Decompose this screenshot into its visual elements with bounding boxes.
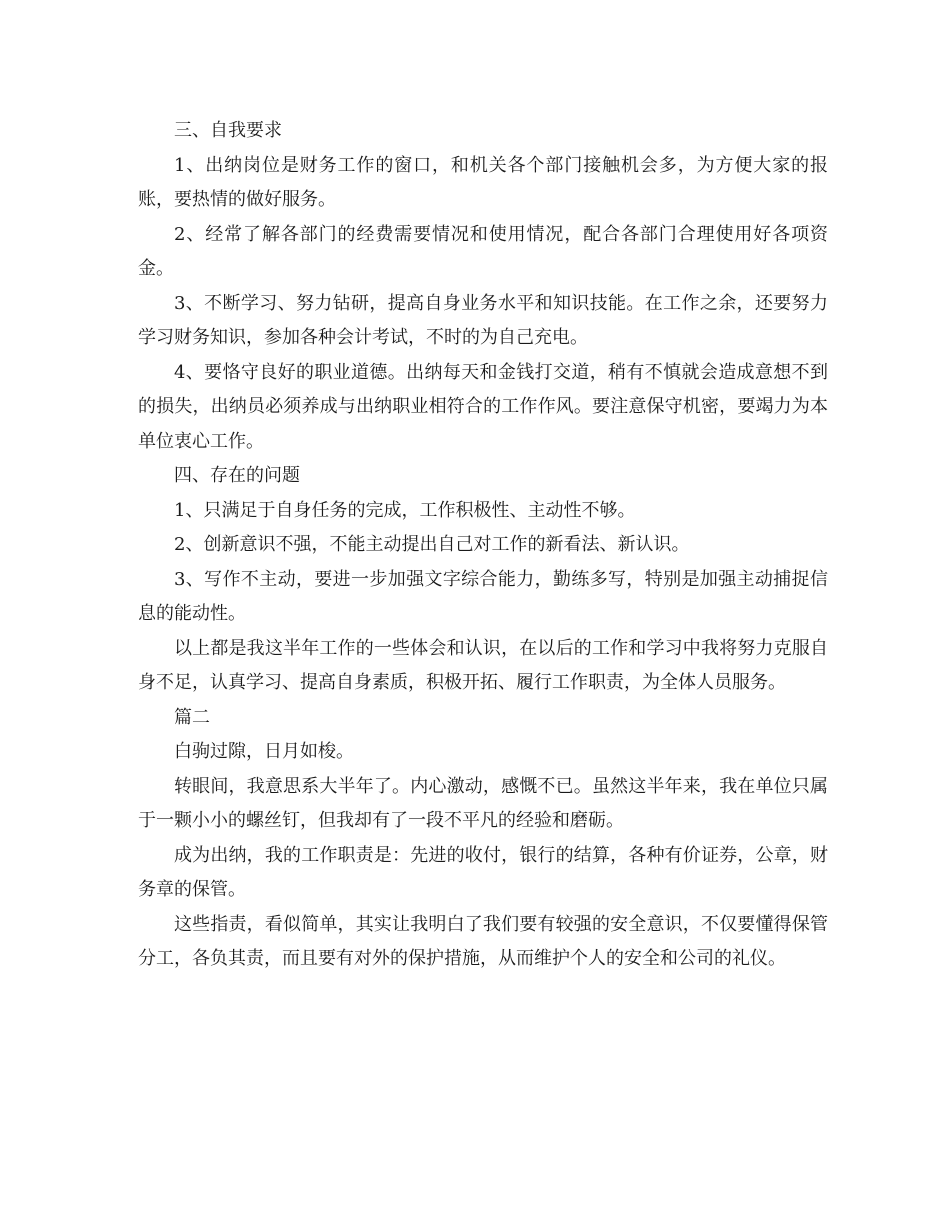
section-heading-existing-problems: 四、存在的问题 xyxy=(174,465,300,486)
section-heading-self-requirements: 三、自我要求 xyxy=(174,120,282,141)
paragraph: 这些指责，看似简单，其实让我明白了我们要有较强的安全意识，不仅要懂得保管分工，各负其责，而且要有对外的保护措施，从而维护个人的安全和公司的礼仪。 xyxy=(138,913,828,969)
paragraph: 4、要恪守良好的职业道德。出纳每天和金钱打交道，稍有不慎就会造成意想不到的损失，出纳员必须养成与出纳职业相符合的工作作风。要注意保守机密，要竭力为本单位衷心工作。 xyxy=(138,361,828,452)
paragraph: 1、只满足于自身任务的完成，工作积极性、主动性不够。 xyxy=(174,499,636,521)
paragraph: 成为出纳，我的工作职责是：先进的收付，银行的结算，各种有价证券，公章，财务章的保管。 xyxy=(138,844,828,900)
paragraph: 3、不断学习、努力钻研，提高自身业务水平和知识技能。在工作之余，还要努力学习财务知识，参加各种会计考试，不时的为自己充电。 xyxy=(138,292,828,348)
section-heading-part-two: 篇二 xyxy=(174,706,210,728)
paragraph: 转眼间，我意思系大半年了。内心激动，感慨不已。虽然这半年来，我在单位只属于一颗小小的螺丝钉，但我却有了一段不平凡的经验和磨砺。 xyxy=(138,775,828,831)
paragraph: 白驹过隙，日月如梭。 xyxy=(174,741,354,762)
paragraph: 2、经常了解各部门的经费需要情况和使用情况，配合各部门合理使用好各项资金。 xyxy=(138,223,828,279)
paragraph: 3、写作不主动，要进一步加强文字综合能力，勤练多写，特别是加强主动捕捉信息的能动性。 xyxy=(138,568,828,624)
document-body xyxy=(138,114,828,977)
paragraph: 2、创新意识不强，不能主动提出自己对工作的新看法、新认识。 xyxy=(174,534,690,555)
paragraph: 以上都是我这半年工作的一些体会和认识，在以后的工作和学习中我将努力克服自身不足，认真学习、提高自身素质，积极开拓、履行工作职责，为全体人员服务。 xyxy=(138,637,828,693)
paragraph: 1、出纳岗位是财务工作的窗口，和机关各个部门接触机会多，为方便大家的报账，要热情的做好服务。 xyxy=(138,154,828,210)
